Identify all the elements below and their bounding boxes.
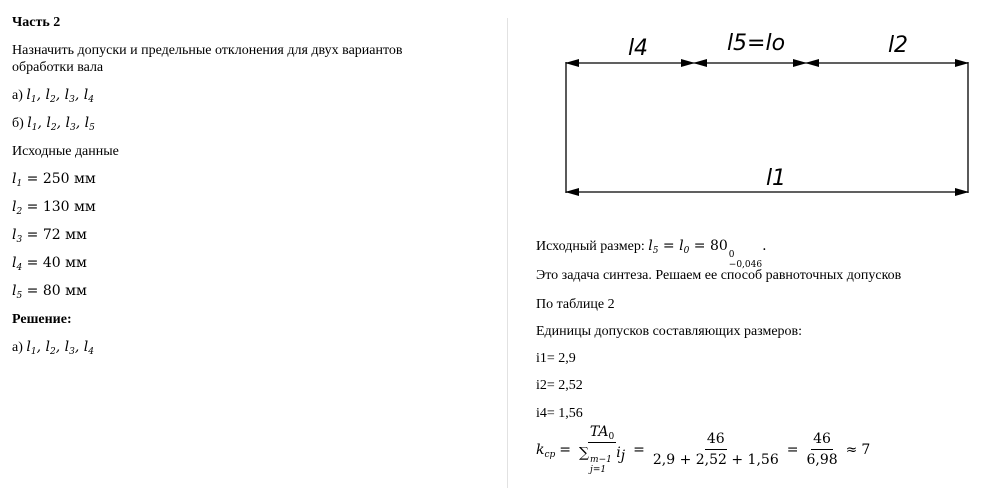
dimension-chain-diagram [536, 0, 996, 215]
i1-value: i1= 2,9 [536, 351, 576, 366]
solution-prefix: а) [12, 340, 23, 355]
l2-label: l2 [887, 33, 909, 58]
fraction-result: $\frac{46}{6,98}$ [806, 431, 838, 468]
i4-value: i4= 1,56 [536, 406, 583, 421]
variant-b-prefix: б) [12, 116, 24, 131]
column-divider [507, 18, 508, 488]
k-cp-symbol: $k_{cp}$ [536, 441, 556, 460]
synthesis-text: Это задача синтеза. Решаем ее способ равноточных допусков [536, 268, 902, 283]
source-size: Исходный размер: $l_5 = l_0 = 80$ 0 −0,046 . [536, 238, 767, 270]
dim-l4: $l_4 = 40$ мм [12, 255, 87, 273]
section-heading: Часть 2 [12, 15, 61, 30]
dim-l5: $l_5 = 80$ мм [12, 283, 87, 301]
table-ref-text: По таблице 2 [536, 297, 615, 312]
variant-a [12, 87, 492, 104]
left-column [12, 14, 492, 356]
l1-label: l1 [765, 166, 787, 191]
l5-label: l5=lo [726, 31, 786, 56]
task-text-line2: обработки вала [12, 60, 104, 75]
variant-a-prefix: а) [12, 88, 23, 103]
l4-label: l4 [627, 36, 649, 61]
right-column [536, 0, 996, 494]
k-cp-result: 7 [861, 441, 871, 458]
units-text: Единицы допусков составляющих размеров: [536, 324, 803, 339]
variant-b [12, 115, 492, 132]
task-text-line1: Назначить допуски и предельные отклонения для двух вариантов [12, 43, 403, 58]
solution-label: Решение: [12, 312, 72, 327]
k-cp-formula: $k_{cp}$ = $TA_0$ ∑ m−1 j=1 $i_j$ = $\frac{46}{2,9 + 2,52 + 1,56}$ = $\frac{46}{6,98}$ ≈ 7 [536, 424, 871, 475]
dim-l1: $l_1 = 250$ мм [12, 171, 96, 189]
fraction-general: $TA_0$ ∑ m−1 j=1 $i_j$ [579, 424, 626, 475]
variant-b-list: $l_1$, $l_2$, $l_3$, $l_5$ [27, 115, 95, 133]
source-data-label: Исходные данные [12, 144, 119, 159]
fraction-values: $\frac{46}{2,9 + 2,52 + 1,56}$ [652, 431, 779, 468]
i2-value: i2= 2,52 [536, 378, 583, 393]
solution-variant-a: а) $l_1$, $l_2$, $l_3$, $l_4$ [12, 339, 94, 357]
dim-l2: $l_2 = 130$ мм [12, 199, 96, 217]
variant-a-list: $l_1$, $l_2$, $l_3$, $l_4$ [26, 87, 94, 105]
dim-l3: $l_3 = 72$ мм [12, 227, 87, 245]
